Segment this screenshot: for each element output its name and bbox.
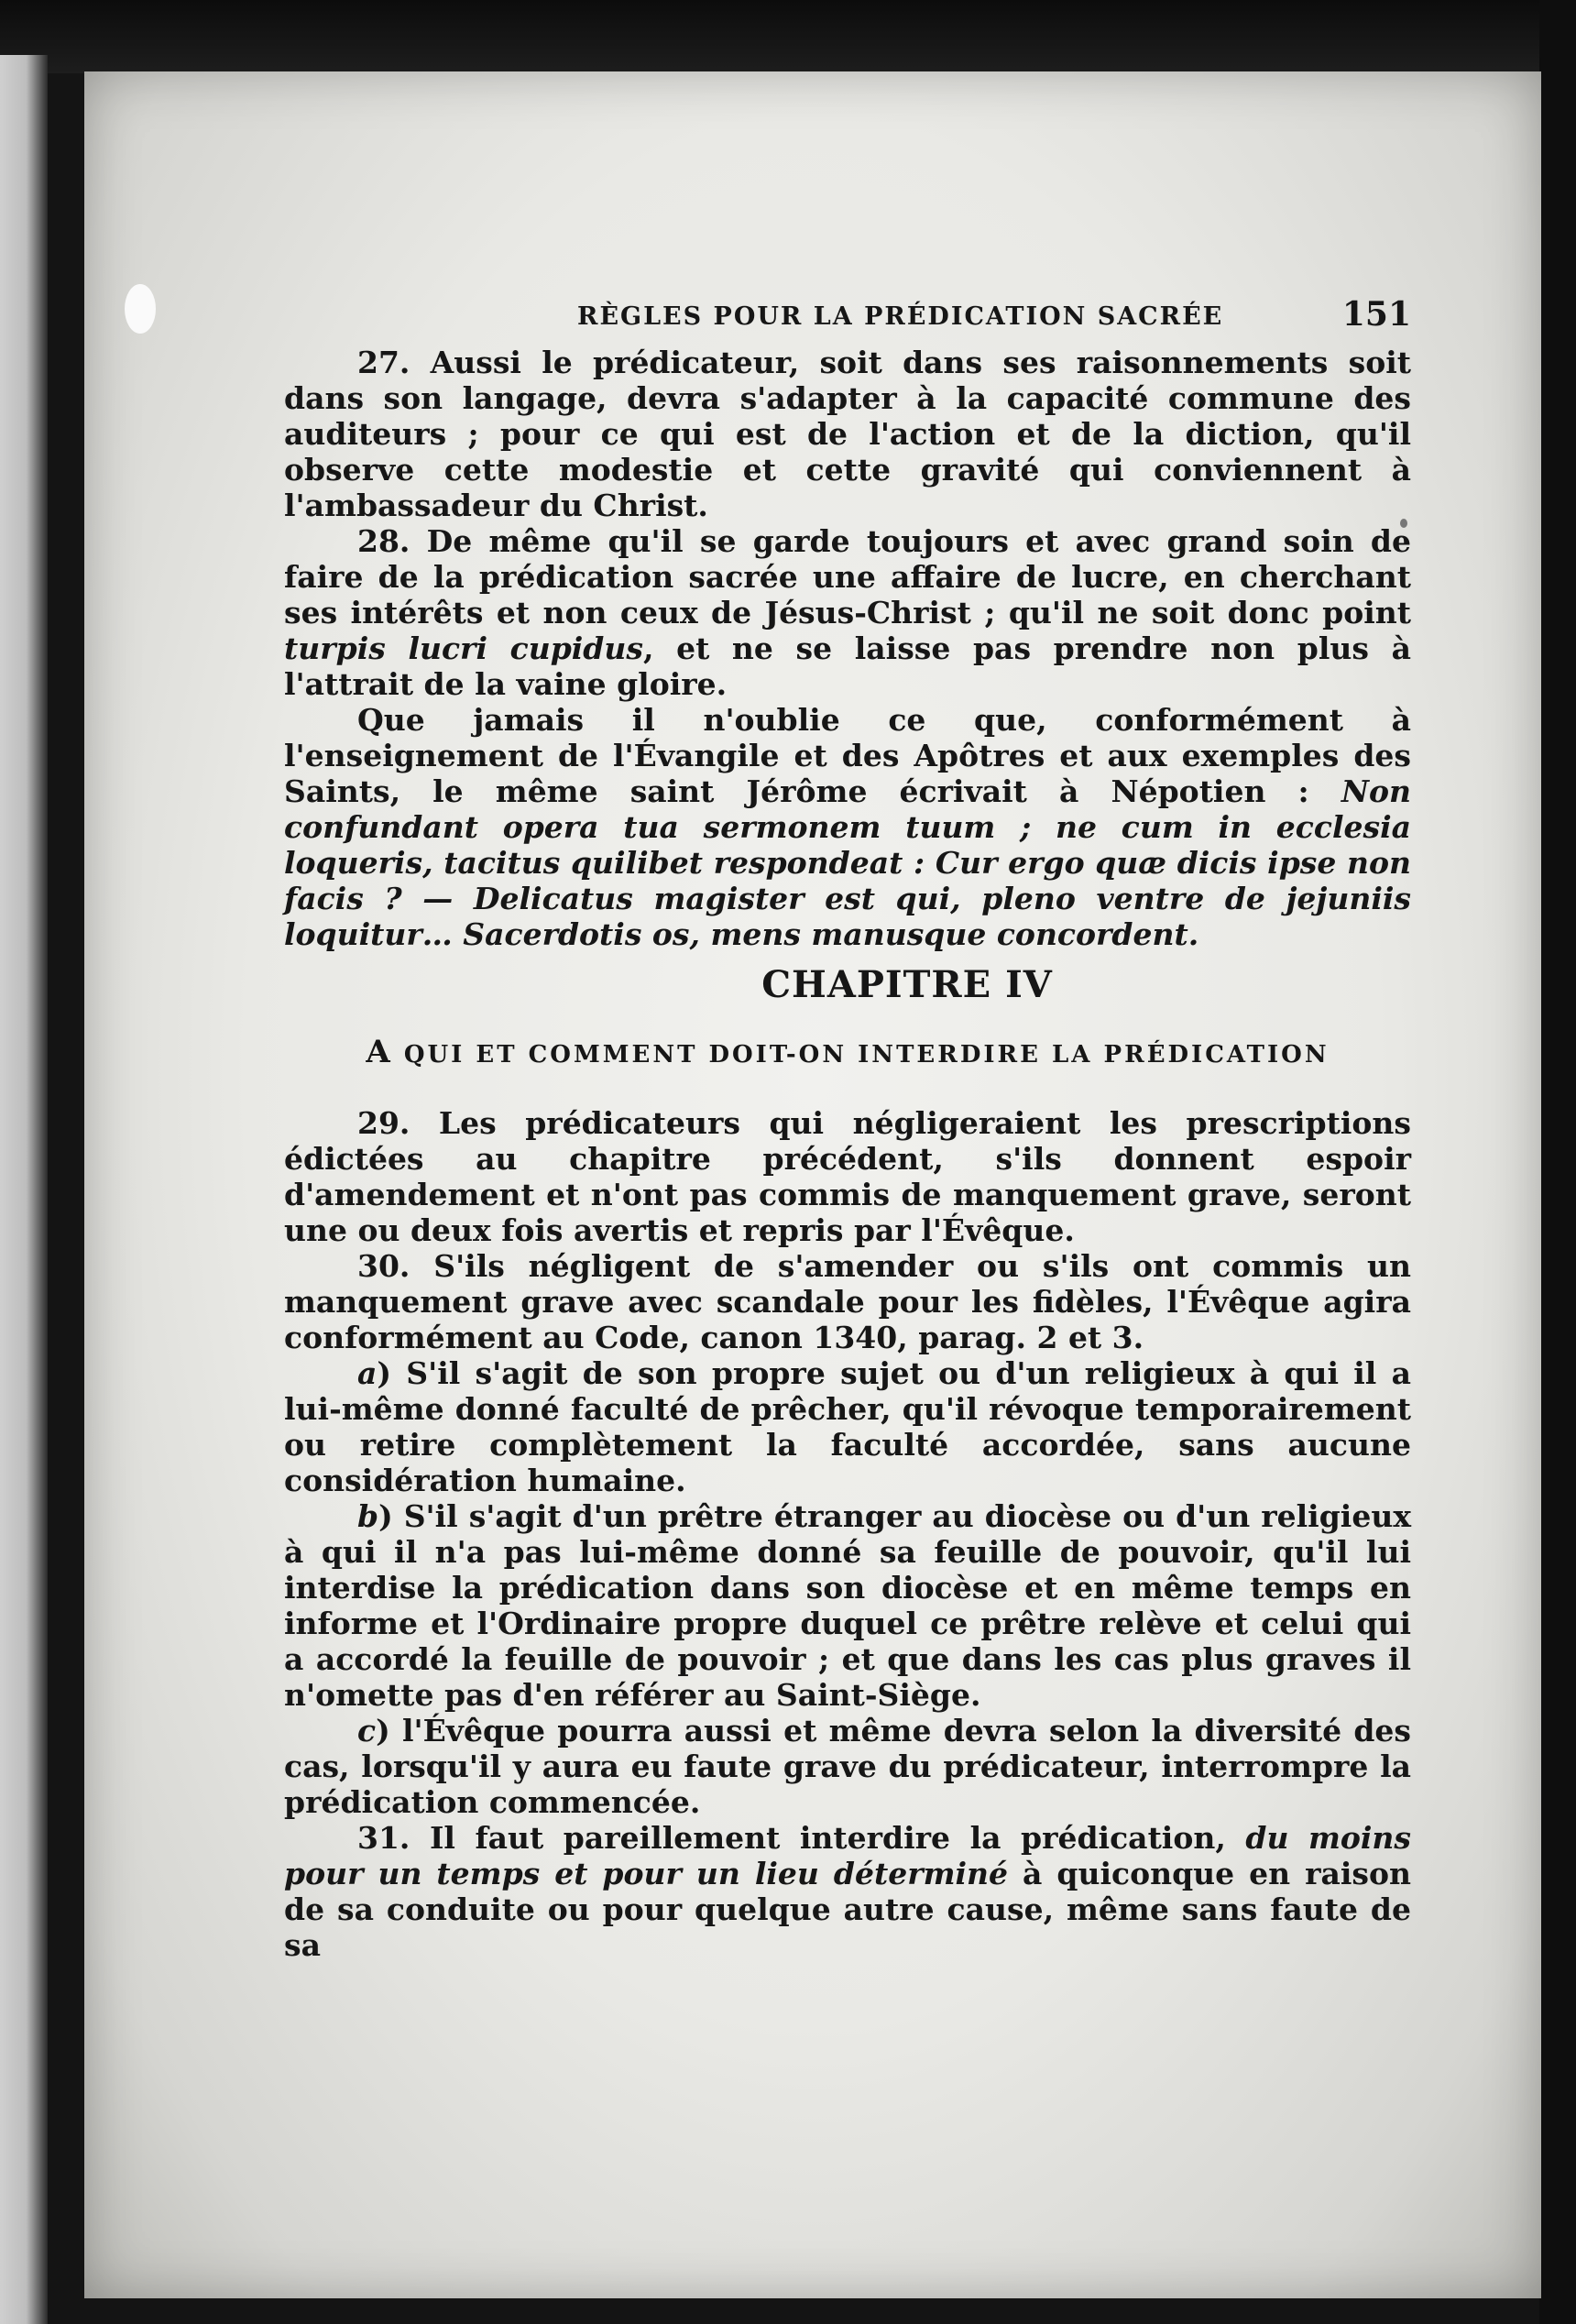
text-run: 28. De même qu'il se garde toujours et avec grand soin de faire de la prédication sacrée une affaire de lucre, en cherchant ses intérêts et non ceux de Jésus-Christ ; qu'il ne soit donc point bbox=[284, 523, 1411, 630]
film-border-right bbox=[1539, 0, 1576, 2324]
italic-phrase: du moins pour un temps et pour un lieu déterminé bbox=[284, 1820, 1412, 1891]
text-run: ) l'Évêque pourra aussi et même devra selon la diversité des cas, lorsqu'il y aura eu faute grave du prédicateur, interrompre la prédication commencée. bbox=[284, 1713, 1411, 1820]
latin-quotation: Non confundant opera tua sermonem tuum ; ne cum in ecclesia loqueris, tacitus quilibet respondeat : Cur ergo quæ dicis ipse non facis ? — Delicatus magister est qui, pleno ventre de jejuniis loquitur… Sacerdotis os, mens manusque concordent. bbox=[284, 773, 1411, 952]
paragraph bbox=[284, 523, 1411, 702]
paragraph bbox=[284, 1248, 1411, 1355]
text-run: 29. Les prédicateurs qui négligeraient les prescriptions édictées au chapitre précédent, s'ils donnent espoir d'amendement et n'ont pas commis de manquement grave, seront une ou deux fois avertis et repris par l'Évêque. bbox=[284, 1105, 1411, 1248]
paragraph bbox=[284, 1498, 1411, 1713]
running-head bbox=[284, 282, 1411, 337]
text-block-before-chapter bbox=[284, 345, 1411, 952]
latin-phrase: turpis lucri cupidus bbox=[284, 630, 643, 666]
text-block-after-chapter bbox=[284, 1105, 1411, 1963]
paragraph bbox=[284, 702, 1411, 952]
chapter-subtitle bbox=[284, 1034, 1411, 1070]
text-run: Que jamais il n'oublie ce que, conformément à l'enseignement de l'Évangile et des Apôtres et aux exemples des Saints, le même saint Jérôme écrivait à Népotien : bbox=[284, 702, 1411, 809]
running-title: RÈGLES POUR LA PRÉDICATION SACRÉE bbox=[577, 302, 1224, 331]
paragraph bbox=[284, 1105, 1411, 1248]
subtitle-text: QUI ET COMMENT DOIT-ON INTERDIRE LA PRÉDICATION bbox=[403, 1041, 1330, 1069]
text-run: ) S'il s'agit d'un prêtre étranger au diocèse ou d'un religieux à qui il n'a pas lui-même donné sa feuille de pouvoir, qu'il lui interdise la prédication dans son diocèse et en même temps en informe et l'Ordinaire propre duquel ce prêtre relève et celui qui a accordé la feuille de pouvoir ; et que dans les cas plus graves il n'omette pas d'en référer au Saint-Siège. bbox=[284, 1498, 1411, 1713]
film-border-top bbox=[0, 0, 1576, 73]
book-page bbox=[84, 71, 1541, 2298]
text-run: ) S'il s'agit de son propre sujet ou d'un religieux à qui il a lui-même donné faculté de prêcher, qu'il révoque temporairement ou retire complètement la faculté accordée, sans aucune considération humaine. bbox=[284, 1355, 1411, 1498]
text-run: 30. S'ils négligent de s'amender ou s'ils ont commis un manquement grave avec scandale pour les fidèles, l'Évêque agira conformément au Code, canon 1340, parag. 2 et 3. bbox=[284, 1248, 1411, 1355]
adjacent-page-edge bbox=[0, 55, 48, 2324]
list-letter: c bbox=[357, 1713, 377, 1748]
list-letter: a bbox=[357, 1355, 378, 1391]
dust-speck bbox=[125, 284, 156, 334]
text-run: à quiconque en raison de sa conduite ou pour quelque autre cause, même sans faute de sa bbox=[284, 1856, 1411, 1963]
chapter-title: CHAPITRE IV bbox=[761, 963, 1053, 1006]
text-run: 27. Aussi le prédicateur, soit dans ses raisonnements soit dans son langage, devra s'adapter à la capacité commune des auditeurs ; pour ce qui est de l'action et de la diction, qu'il observe cette modestie et cette gravité qui conviennent à l'ambassadeur du Christ. bbox=[284, 345, 1411, 523]
paragraph bbox=[284, 1820, 1411, 1963]
paragraph bbox=[284, 1713, 1411, 1820]
page-body bbox=[284, 282, 1411, 1963]
text-run: , et ne se laisse pas prendre non plus à l'attrait de la vaine gloire. bbox=[284, 630, 1411, 702]
paragraph bbox=[284, 345, 1411, 523]
text-run: 31. Il faut pareillement interdire la prédication, bbox=[357, 1820, 1246, 1856]
page-number: 151 bbox=[1341, 295, 1411, 334]
subtitle-initial: A bbox=[366, 1034, 393, 1070]
list-letter: b bbox=[357, 1498, 379, 1534]
paragraph bbox=[284, 1355, 1411, 1498]
